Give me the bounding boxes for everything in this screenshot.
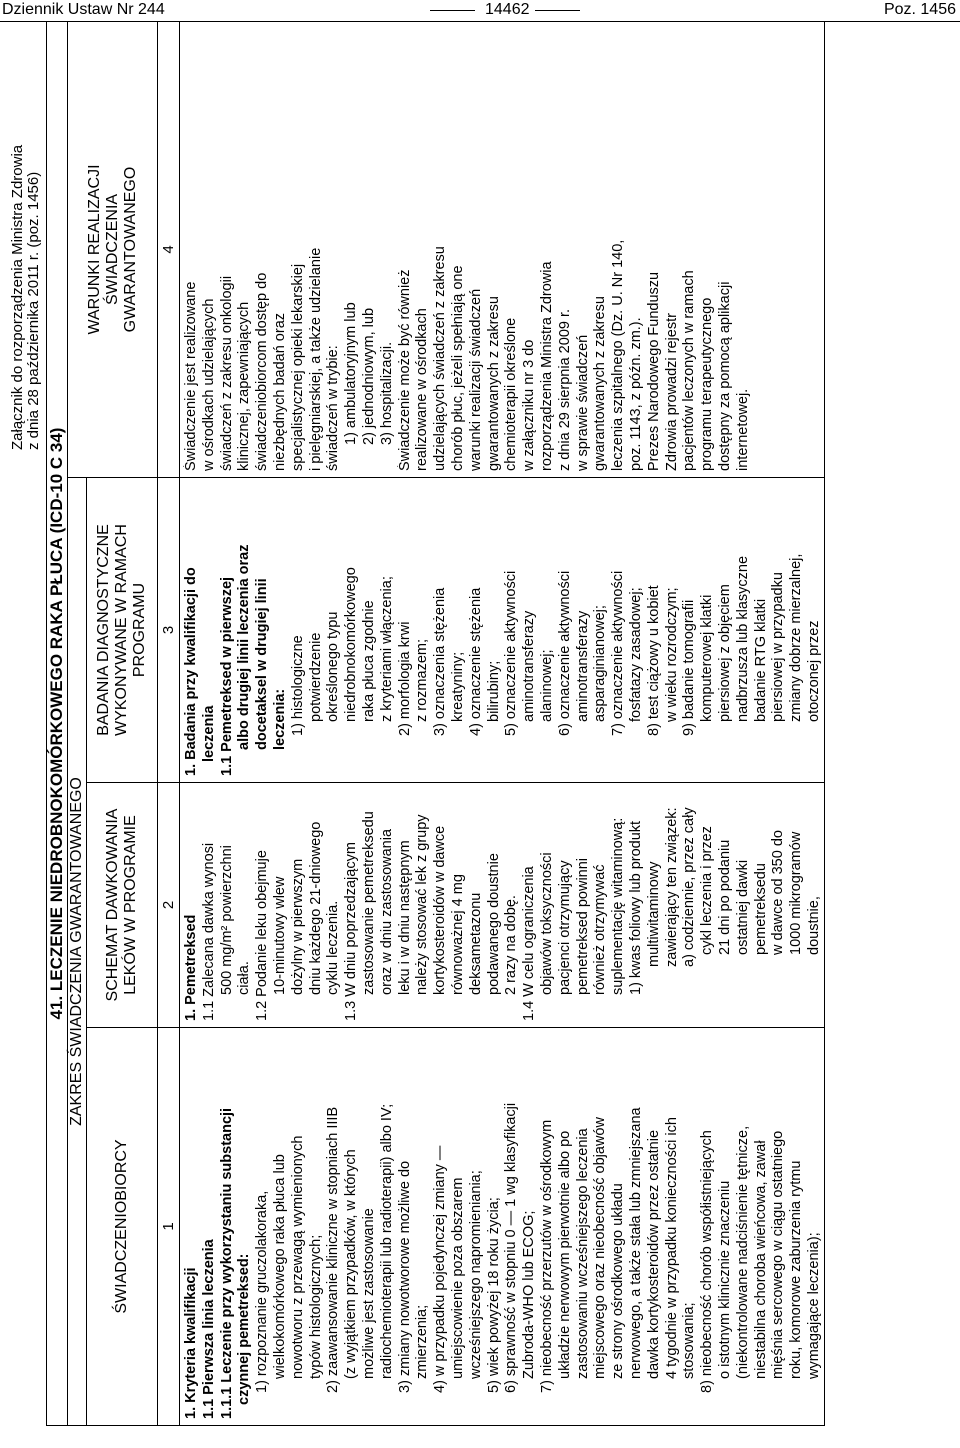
col1-header-line: ŚWIADCZENIOBIORCY [113,1139,130,1314]
text-line: niedrobnokomórkowego [343,567,360,722]
warunki-header-lines [86,22,140,477]
text-line: z dnia 29 sierpnia 2009 r. [556,308,573,471]
text-line: chemioterapii określone [503,317,520,471]
text-line: piersiowej w przypadku [770,572,787,722]
text-line: 1.1 Pemetreksed w pierwszej [218,576,235,776]
text-line: leczenia: [271,688,288,750]
text-line: o istotnym klinicznie znaczeniu [716,1180,733,1379]
col3-body [180,478,825,783]
text-line: 3) hospitalizacji. [378,341,395,445]
warunki-header-line: ŚWIADCZENIA [103,193,121,306]
text-line: doustnie, [805,896,822,955]
text-line: Zdrowia prowadzi rejestr [663,313,680,471]
text-line: 4) w przypadku pojedynczej zmiany — [432,1145,449,1393]
text-line: gwarantowanych z zakresu [485,296,502,471]
text-line: w dawce od 350 do [770,830,787,955]
text-line: radiochemioterapii lub radioterapii) albo IV; [378,1103,395,1379]
text-line: chorób płuc, jeżeli spełniają one [449,265,466,471]
text-line: 1.2 Podanie leku obejmuje [254,850,271,1021]
text-line: komputerowej klatki [699,594,716,722]
text-line: warunki realizacji świadczeń [467,288,484,471]
text-line: (z wyjątkiem przypadków, w których [343,1149,360,1379]
text-line: programu terapeutycznego [699,297,716,471]
text-line: wymagające leczenia); [805,1232,822,1379]
text-line: Zubroda-WHO lub ECOG; [521,1210,538,1379]
text-line: świadczeń w trybie: [325,345,342,471]
annex-note [10,30,42,450]
text-line: dożylny w pierwszym [289,858,306,995]
text-line: klinicznej, zapewniających [236,301,253,471]
text-line: 10-minutowy wlew [271,876,288,995]
text-line: należy stosować lek z grupy [414,814,431,995]
text-line: nowotworu z przewagą wymienionych [289,1135,306,1379]
col3-header-line: WYKONYWANE W RAMACH [113,524,130,736]
text-line: specjalistycznej opieki lekarskiej [289,263,306,471]
text-line: Świadczenie może być również [396,269,413,471]
col1-body [180,1028,825,1426]
text-line: raka płuca zgodnie [360,600,377,722]
text-line: mięśnia sercowego w ciągu ostatniego [770,1130,787,1379]
text-line: ostatniej dawki [734,859,751,955]
text-line: 8) nieobecność chorób współistniejących [699,1130,716,1393]
text-line: 1) rozpoznanie gruczolakoraka, [254,1190,271,1393]
text-line: pemetreksedu [752,863,769,955]
col3-header [87,478,158,783]
zakres-header: ZAKRES ŚWIADCZENIA GWARANTOWANEGO [68,478,87,1426]
text-line: kortykosteroidów w dawce [432,825,449,995]
text-line: świadczeń z zakresu onkologii [218,275,235,471]
page-number: 14462 [485,1,530,18]
text-line: 6) sprawność w stopniu 0 — 1 wg klasyfikacji [503,1102,520,1393]
text-line: Prezes Narodowego Funduszu [645,271,662,471]
text-line: 1.1.1 Leczenie przy wykorzystaniu substancji [218,1107,235,1419]
text-line: 2) morfologia krwi [396,621,413,736]
text-line: oraz w dniu zastosowania [378,828,395,995]
text-line: alaninowej; [538,649,555,722]
text-line: wielkokomórkowego raka płuca lub [271,1154,288,1379]
text-line: gwarantowanych z zakresu [592,296,609,471]
text-line: internetowej. [734,388,751,471]
text-line: 1. Kryteria kwalifikacji [183,1267,199,1419]
column-number-row [158,21,180,1425]
text-line: 2) jednodniowym, lub [360,307,377,445]
text-line: układzie nerwowym pierwotnie albo po [556,1130,573,1379]
text-line: z rozmazem; [414,639,431,722]
warunki-header-line: GWARANTOWANEGO [121,166,139,333]
column-number: 2 [158,783,180,1028]
text-line: 6) oznaczenie aktywności [556,570,573,736]
text-line: wcześniejszego napromieniania; [467,1170,484,1379]
position-number: Poz. 1456 [883,1,956,18]
text-line: (niekontrolowane nadciśnienie tętnicze, [734,1125,751,1379]
warunki-header-line: WARUNKI REALIZACJI [85,164,103,335]
text-line: leku i w dniu następnym [396,840,413,995]
text-line: 21 dni po podaniu [716,839,733,955]
text-line: i pielęgniarskiej, a także udzielanie [307,247,324,471]
text-line: pacjenci otrzymujący [556,860,573,995]
journal-name: Dziennik Ustaw Nr 244 [2,1,165,18]
text-line: również otrzymywać [592,864,609,995]
text-line: rozporządzenia Ministra Zdrowia [538,261,555,471]
text-line: 1. Pemetreksed [183,914,199,1021]
text-line: 500 mg/m² powierzchni [218,845,235,995]
text-line: dawka kortykosteroidów przez ostatnie [645,1129,662,1379]
text-line: 1. Badania przy kwalifikacji do [183,567,199,776]
text-line: zmierzenia; [414,1304,431,1379]
text-line: 7) nieobecność przerzutów w ośrodkowym [538,1119,555,1393]
col1-header [87,1028,158,1426]
text-line: potwierdzenie [307,632,324,722]
text-line: pemetreksed powinni [574,857,591,995]
table-title: 41. LECZENIE NIEDROBNOKOMÓRKOWEGO RAKA PŁUCA (ICD-10 C 34) [47,21,68,1425]
text-line: badanie RTG klatki [752,598,769,722]
text-line: 9) badanie tomografii [681,599,698,736]
text-line: zmiany dobrze mierzalnej, [788,553,805,722]
text-line: multiwitaminowy [645,861,662,967]
text-line: 1.4 W celu ograniczenia [521,866,538,1021]
text-line: bilirubiny; [485,660,502,722]
annex-line-1: Załącznik do rozporządzenia Ministra Zdrowia [9,144,26,450]
text-line: piersiowej z objęciem [716,584,733,722]
col2-body [180,783,825,1028]
text-line: określonego typu [325,611,342,722]
text-line: cyklu leczenia. [325,900,342,995]
text-line: albo drugiej linii leczenia oraz [236,544,253,750]
text-line: dostępny za pomocą aplikacji [716,281,733,471]
text-line: leczenia [200,705,217,762]
text-line: leczenia szpitalnego (Dz. U. Nr 140, [610,239,627,471]
col3-header-line: BADANIA DIAGNOSTYCZNE [95,524,112,736]
text-line: roku, komorowe zaburzenia rytmu [788,1160,805,1379]
text-line: stosowania; [681,1302,698,1379]
text-line: kreatyniny; [449,651,466,722]
text-line: 1.3 W dniu poprzedzającym [343,842,360,1021]
text-line: dniu każdego 21-dniowego [307,821,324,995]
text-line: świadczeniobiorcom dostęp do [254,272,271,471]
column-number: 1 [158,1028,180,1426]
text-line: umiejscowienie poza obszarem [449,1177,466,1379]
text-line: 7) oznaczenie aktywności [610,570,627,736]
text-line: udzielających świadczeń z zakresu [432,246,449,471]
text-line: asparaginianowej; [592,605,609,722]
column-number: 4 [158,21,180,477]
text-line: w wieku rozrodczym; [663,587,680,722]
col2-header [87,783,158,1028]
text-line: niestabilna choroba wieńcowa, zawał [752,1140,769,1379]
text-line: 1.1 Pierwsza linia leczenia [200,1239,217,1419]
text-line: 4) oznaczenie stężenia [467,587,484,736]
text-line: suplementację witaminową: [610,817,627,995]
text-line: możliwe jest zastosowanie [360,1208,377,1379]
text-line: realizowane w ośrodkach [414,308,431,471]
text-line: otoczonej przez [805,620,822,722]
text-line: 4 tygodnie w przypadku konieczności ich [663,1117,680,1379]
text-line: nerwowego, a także stała lub zmniejszana [627,1107,644,1379]
text-line: miejscowego oraz nieobecność objawów [592,1117,609,1379]
col3-header-line: PROGRAMU [131,582,148,678]
text-line: z kryteriami włączenia; [378,576,395,722]
text-line: aminotransferazy [521,610,538,722]
text-line: Świadczenie jest realizowane [183,281,199,471]
text-line: niezbędnych badań oraz [271,312,288,471]
text-line: 2) zaawansowanie kliniczne w stopniach IIIB [325,1106,342,1393]
text-line: zastosowanie pemetreksedu [360,811,377,995]
text-line: 3) oznaczenia stężenia [432,587,449,736]
text-line: docetaksel w drugiej linii [254,578,271,750]
program-table [46,21,825,1426]
text-line: zawierający ten związek: [663,807,680,967]
text-line: w ośrodkach udzielających [200,298,217,471]
column-number: 3 [158,478,180,783]
text-line: 5) oznaczenie aktywności [503,570,520,736]
text-line: nadbrzusza lub klasyczne [734,555,751,722]
text-line: 1000 mikrogramów [788,831,805,955]
text-line: cykl leczenia i przez [699,826,716,955]
text-line: ciała. [236,961,253,995]
text-line: w sprawie świadczeń [574,334,591,471]
text-line: podawanego doustnie [485,853,502,995]
text-line: ze strony ośrodkowego układu [610,1183,627,1379]
text-line: a) codziennie, przez cały [681,807,698,967]
text-line: poz. 1143, z późn. zm.). [627,317,644,471]
text-line: objawów toksyczności [538,852,555,995]
text-line: deksametazonu [467,892,484,995]
col2-header-line: SCHEMAT DAWKOWANIA [104,808,121,1002]
col2-header-line: LEKÓW W PROGRAMIE [122,815,139,995]
text-line: czynnej pemetreksed: [236,1253,253,1405]
text-line: fosfatazy zasadowej; [627,587,644,722]
col4-body [180,21,825,477]
text-line: aminotransferazy [574,610,591,722]
annex-line-2: z dnia 28 października 2011 r. (poz. 1456) [25,171,42,450]
text-line: zastosowaniu wcześniejszego leczenia [574,1128,591,1379]
text-line: równoważnej 4 mg [449,874,466,995]
text-line: 1.1 Zalecana dawka wynosi [200,842,217,1021]
text-line: 2 razy na dobę. [503,895,520,995]
text-line: 1) ambulatoryjnym lub [343,302,360,445]
text-line: 3) zmiany nowotworowe możliwe do [396,1160,413,1393]
text-line: typów histologicznych; [307,1234,324,1379]
text-line: 8) test ciążowy u kobiet [645,585,662,736]
text-line: 1) histologiczne [289,635,306,736]
text-line: 5) wiek powyżej 18 roku życia; [485,1197,502,1393]
text-line: 1) kwas foliowy lub produkt [627,820,644,995]
text-line: pacjentów leczonych w ramach [681,270,698,471]
text-line: w załączniku nr 3 do [521,339,538,471]
warunki-header [68,21,158,477]
